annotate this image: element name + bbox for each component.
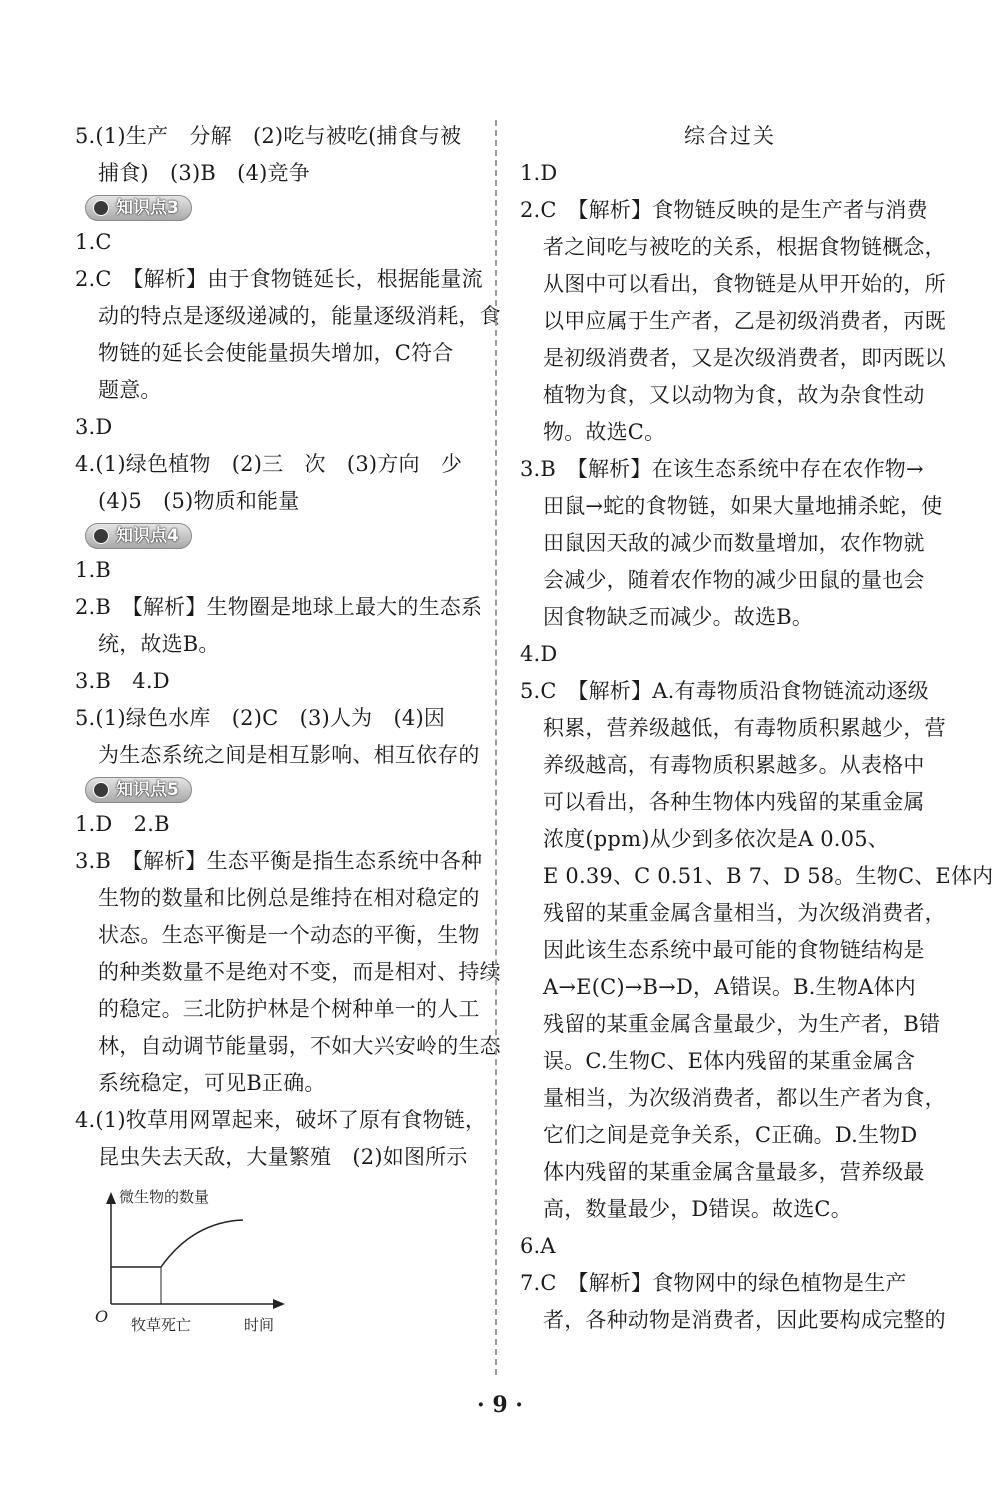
answer-continuation-line: 因食物缺乏而减少。故选B。 [543, 605, 814, 629]
answer-continuation-line: (4)5 (5)物质和能量 [98, 489, 300, 513]
answer-line: 3.B 【解析】生态平衡是指生态系统中各种 [75, 849, 483, 873]
answer-continuation-line: 是初级消费者，又是次级消费者，即丙既以 [543, 346, 946, 370]
answer-continuation-line: E 0.39、C 0.51、B 7、D 58。生物C、E体内 [543, 864, 994, 888]
answer-line: 1.D 2.B [75, 812, 170, 836]
answer-line: 3.B 4.D [75, 669, 170, 693]
answer-continuation-line: 田鼠→蛇的食物链，如果大量地捕杀蛇，使 [543, 494, 943, 518]
answer-continuation-line: 统，故选B。 [98, 632, 220, 656]
answer-continuation-line: 为生态系统之间是相互影响、相互依存的 [98, 743, 480, 767]
answer-line: 2.C 【解析】由于食物链延长，根据能量流 [75, 267, 483, 291]
answer-continuation-line: 的种类数量不是绝对不变，而是相对、持续 [98, 960, 501, 984]
knowledge-point-row [75, 520, 495, 552]
answer-continuation-line: 状态。生态平衡是一个动态的平衡，生物 [98, 923, 480, 947]
column-divider [495, 120, 497, 1375]
knowledge-point-badge: 知识点4 [85, 523, 192, 549]
answer-line: 5.(1)生产 分解 (2)吃与被吃(捕食与被 [75, 124, 462, 148]
answer-continuation-line: 可以看出，各种生物体内残留的某重金属 [543, 790, 925, 814]
answer-continuation-line: 植物为食，又以动物为食，故为杂食性动 [543, 383, 925, 407]
answer-continuation-line: 系统稳定，可见B正确。 [98, 1071, 326, 1095]
answer-continuation-line: 高，数量最少，D错误。故选C。 [543, 1197, 852, 1221]
answer-line: 3.D [75, 415, 113, 439]
answer-continuation-line: A→E(C)→B→D，A错误。B.生物A体内 [543, 975, 916, 999]
microbe-graph [83, 1182, 495, 1346]
answer-line: 3.B 【解析】在该生态系统中存在农作物→ [520, 457, 924, 481]
answer-line: 1.D [520, 161, 558, 185]
page-number: · 9 · [477, 1392, 523, 1418]
knowledge-point-row [75, 192, 495, 224]
answer-line: 2.C 【解析】食物链反映的是生产者与消费 [520, 198, 928, 222]
origin-label: O [95, 1307, 109, 1326]
answer-line: 4.(1)牧草用网罩起来，破坏了原有食物链， [75, 1108, 487, 1132]
y-axis-arrow [106, 1192, 116, 1204]
answer-line: 1.B [75, 558, 112, 582]
answer-line: 7.C 【解析】食物网中的绿色植物是生产 [520, 1271, 907, 1295]
answer-line: 2.B 【解析】生物圈是地球上最大的生态系 [75, 595, 483, 619]
x-axis-label: 时间 [243, 1316, 275, 1334]
answer-continuation-line: 养级越高，有毒物质积累越多。从表格中 [543, 753, 925, 777]
knowledge-point-badge: 知识点5 [85, 777, 192, 803]
answer-continuation-line: 残留的某重金属含量相当，为次级消费者， [543, 901, 946, 925]
answer-continuation-line: 浓度(ppm)从少到多依次是A 0.05、 [543, 827, 889, 851]
answer-line: 4.(1)绿色植物 (2)三 次 (3)方向 少 [75, 452, 463, 476]
answer-continuation-line: 误。C.生物C、E体内残留的某重金属含 [543, 1049, 916, 1073]
left-column [75, 118, 501, 1346]
answer-continuation-line: 体内残留的某重金属含量最多，营养级最 [543, 1160, 925, 1184]
answer-continuation-line: 林，自动调节能量弱，不如大兴安岭的生态 [98, 1034, 501, 1058]
right-column [520, 118, 994, 1339]
answer-continuation-line: 者之间吃与被吃的关系，根据食物链概念， [543, 235, 946, 259]
answer-continuation-line: 量相当，为次级消费者，都以生产者为食， [543, 1086, 946, 1110]
microbe-count-curve [111, 1220, 243, 1267]
y-axis-label: 微生物的数量 [119, 1188, 210, 1206]
x-axis-arrow [273, 1299, 285, 1309]
answer-continuation-line: 田鼠因天敌的减少而数量增加，农作物就 [543, 531, 925, 555]
event-label: 牧草死亡 [130, 1316, 192, 1334]
answer-continuation-line: 物。故选C。 [543, 420, 666, 444]
answer-continuation-line: 题意。 [98, 378, 162, 402]
microbe-graph-svg [83, 1182, 313, 1342]
knowledge-point-badge: 知识点3 [85, 195, 192, 221]
answer-continuation-line: 以甲应属于生产者，乙是初级消费者，丙既 [543, 309, 946, 333]
answer-continuation-line: 者，各种动物是消费者，因此要构成完整的 [543, 1308, 946, 1332]
answer-continuation-line: 捕食) (3)B (4)竞争 [98, 161, 310, 185]
answer-line: 5.C 【解析】A.有毒物质沿食物链流动逐级 [520, 679, 929, 703]
answer-continuation-line: 的稳定。三北防护林是个树种单一的人工 [98, 997, 480, 1021]
answer-continuation-line: 会减少，随着农作物的减少田鼠的量也会 [543, 568, 925, 592]
answer-continuation-line: 从图中可以看出，食物链是从甲开始的，所 [543, 272, 946, 296]
answer-continuation-line: 动的特点是逐级递减的，能量逐级消耗，食 [98, 304, 501, 328]
answer-line: 4.D [520, 642, 558, 666]
answer-line: 6.A [520, 1234, 556, 1258]
answer-continuation-line: 生物的数量和比例总是维持在相对稳定的 [98, 886, 480, 910]
answer-continuation-line: 因此该生态系统中最可能的食物链结构是 [543, 938, 925, 962]
section-title: 综合过关 [684, 124, 776, 148]
answer-continuation-line: 残留的某重金属含量最少，为生产者，B错 [543, 1012, 941, 1036]
answer-continuation-line: 它们之间是竞争关系，C正确。D.生物D [543, 1123, 918, 1147]
answer-continuation-line: 积累，营养级越低，有毒物质积累越少，营 [543, 716, 946, 740]
answer-continuation-line: 物链的延长会使能量损失增加，C符合 [98, 341, 454, 365]
answer-continuation-line: 昆虫失去天敌，大量繁殖 (2)如图所示 [98, 1145, 468, 1169]
answer-line: 5.(1)绿色水库 (2)C (3)人为 (4)因 [75, 706, 446, 730]
knowledge-point-row [75, 774, 495, 806]
answer-line: 1.C [75, 230, 112, 254]
